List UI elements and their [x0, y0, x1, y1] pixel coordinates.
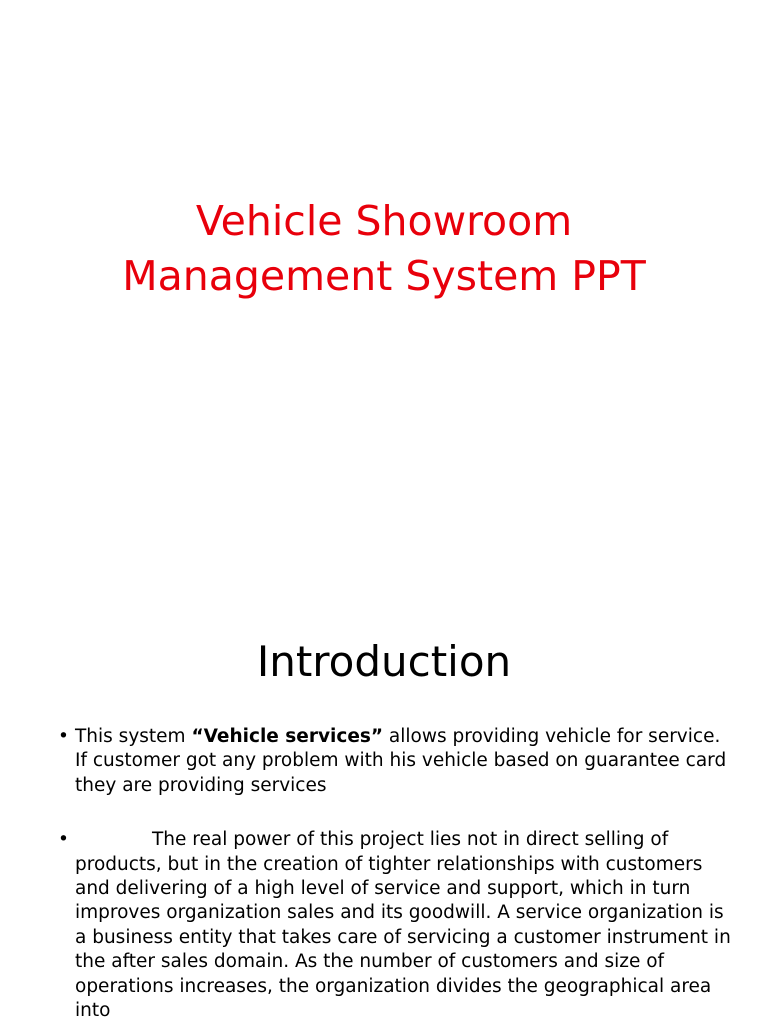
introduction-slide [0, 600, 768, 1024]
bullet-2-text [75, 828, 738, 1023]
slide-title-line-2: Management System PPT [122, 252, 646, 300]
bullet-1-emphasis: “Vehicle services” [191, 726, 384, 747]
introduction-heading: Introduction [256, 637, 512, 686]
bullet-item-1 [58, 725, 738, 798]
bullet-1-prefix: This system [75, 726, 192, 747]
bullet-1-suffix: allows providing vehicle for service. If customer got any problem with his vehicle based on guarantee card they are providing services [75, 726, 727, 796]
bullet-1-text [75, 725, 738, 798]
introduction-bullet-list [58, 725, 738, 1024]
bullet-item-2 [58, 828, 738, 1023]
bullet-2-body: The real power of this project lies not in direct selling of products, but in the creation of tighter relationships with customers and delivering of a high level of service and support, which in turn improves organization sales and its goodwill. A service organization is a business entity that takes care of servicing a customer instrument in the after sales domain. As the number of customers and size of operations increases, the organization divides the geographical area into [75, 829, 731, 1022]
bullet-icon: • [58, 726, 69, 747]
bullet-icon: • [58, 829, 69, 851]
slide-title [0, 194, 768, 304]
slide-title-line-1: Vehicle Showroom [195, 197, 573, 245]
